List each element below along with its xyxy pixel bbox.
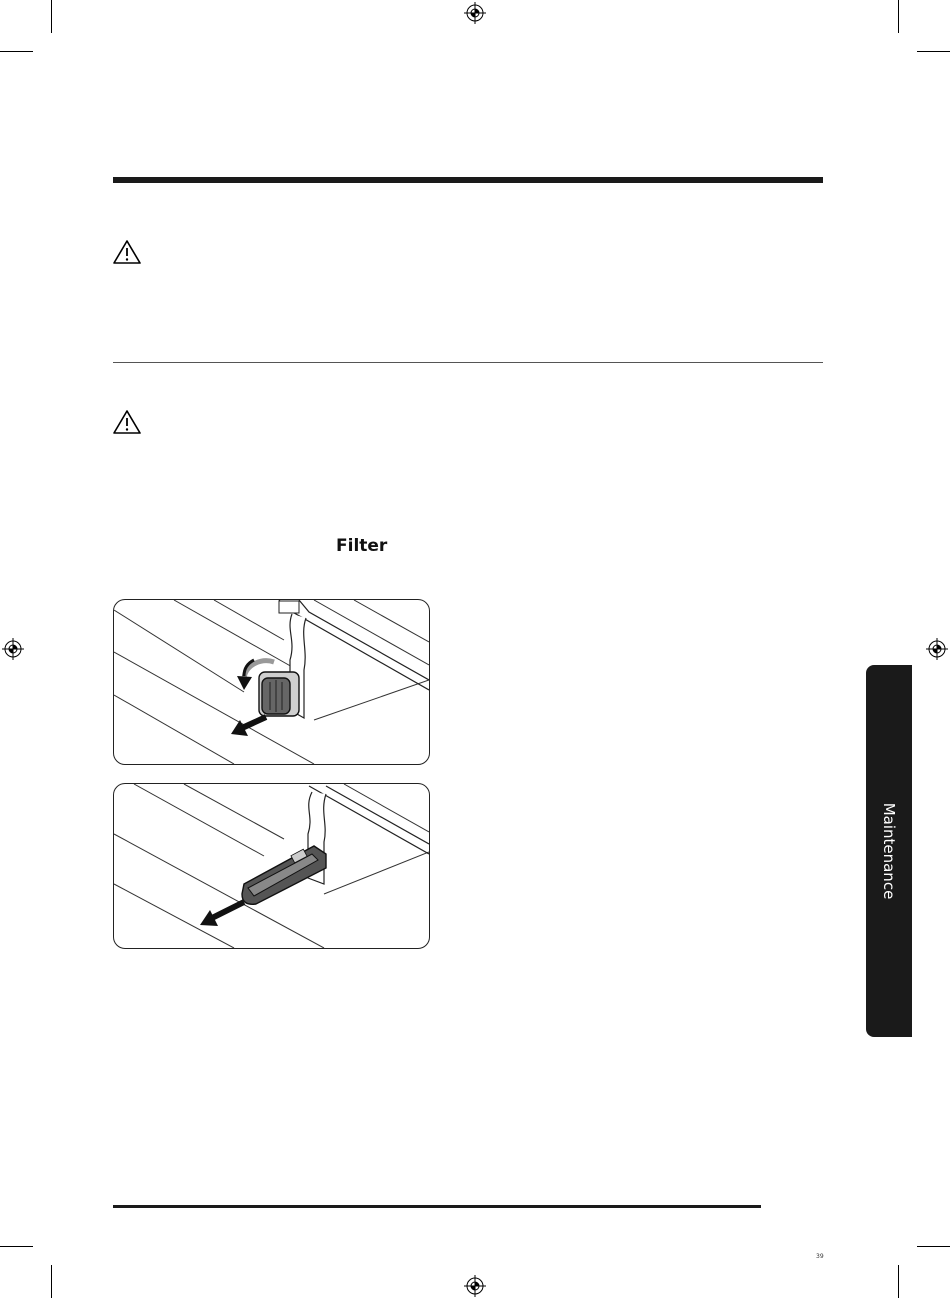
- crop-mark: [0, 1246, 33, 1247]
- crop-mark: [898, 1265, 899, 1298]
- illustration-pull-out-filter: [113, 783, 430, 949]
- warning-triangle-icon: [112, 409, 142, 435]
- filter-label: Filter: [336, 536, 388, 556]
- page-number: 39: [816, 1253, 824, 1260]
- crop-mark: [51, 1265, 52, 1298]
- registration-mark-icon: [2, 638, 24, 660]
- warning-triangle-icon: [112, 239, 142, 265]
- registration-mark-icon: [464, 1275, 486, 1297]
- registration-mark-icon: [464, 2, 486, 24]
- section-divider: [113, 362, 823, 363]
- illustration-rotate-filter-cap: [113, 599, 430, 765]
- side-tab-label: Maintenance: [880, 802, 898, 900]
- side-tab-maintenance: [866, 665, 912, 1037]
- registration-mark-icon: [926, 638, 948, 660]
- footer-rule: [113, 1205, 761, 1208]
- crop-mark: [917, 1246, 950, 1247]
- crop-mark: [898, 0, 899, 33]
- crop-mark: [917, 51, 950, 52]
- crop-mark: [51, 0, 52, 33]
- crop-mark: [0, 51, 33, 52]
- section-header-rule: [113, 177, 823, 183]
